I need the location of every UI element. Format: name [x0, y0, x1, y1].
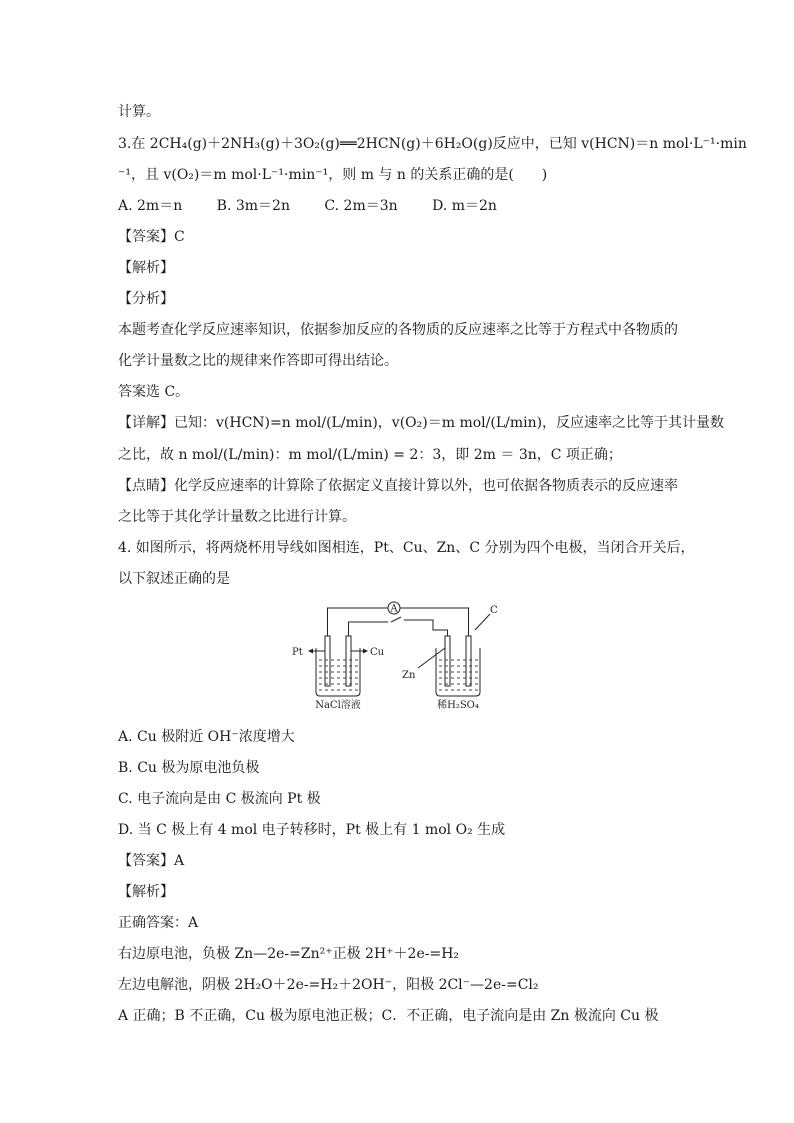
- electrochemical-cell-diagram: [288, 600, 520, 712]
- q3-stem-line-1: 3.在 2CH₄(g)＋2NH₃(g)＋3O₂(g)══2HCN(g)＋6H₂O(g)反应中，已知 v(HCN)＝n mol·L⁻¹·min: [118, 136, 747, 152]
- q3-options: [118, 196, 527, 216]
- left-solution-label: NaCl溶液: [315, 700, 361, 711]
- q3-detail-line-2: 之比，故 n mol/(L/min)：m mol/(L/min) = 2：3，即 2m ＝ 3n，C 项正确；: [118, 447, 622, 463]
- q3-answer: 【答案】C: [118, 229, 185, 245]
- right-solution-label: 稀H₂SO₄: [437, 700, 479, 711]
- q3-option-b: B. 3m＝2n: [216, 198, 290, 214]
- q4-right-cell-reactions: 右边原电池，负极 Zn—2e-=Zn²⁺正极 2H⁺＋2e-=H₂: [118, 946, 460, 962]
- q4-analysis-heading: 【解析】: [118, 884, 174, 900]
- q4-stem-line-2: 以下叙述正确的是: [118, 571, 230, 587]
- c-label: C: [490, 605, 498, 616]
- q3-tip-line-1: 【点睛】化学反应速率的计算除了依据定义直接计算以外，也可依据各物质表示的反应速率: [118, 478, 678, 494]
- q4-correct-answer: 正确答案：A: [118, 915, 199, 931]
- q4-option-a: A. Cu 极附近 OH⁻浓度增大: [118, 729, 295, 745]
- q3-tail: 计算。: [118, 104, 160, 120]
- q4-stem-line-1: 4. 如图所示，将两烧杯用导线如图相连，Pt、Cu、Zn、C 分别为四个电极，当闭合开关后，: [118, 540, 695, 556]
- q3-stem-line-2: ⁻¹，且 v(O₂)＝m mol·L⁻¹·min⁻¹，则 m 与 n 的关系正确的是( ): [118, 167, 548, 183]
- q3-fenxi-line-1: 本题考查化学反应速率知识，依据参加反应的各物质的反应速率之比等于方程式中各物质的: [118, 322, 678, 338]
- q3-option-a: A. 2m＝n: [118, 198, 183, 214]
- q4-judgement: A 正确；B 不正确，Cu 极为原电池正极；C．不正确，电子流向是由 Zn 极流向 Cu 极: [118, 1008, 659, 1024]
- switch: [391, 617, 401, 622]
- q3-detail-line-1: 【详解】已知：v(HCN)=n mol/(L/min)，v(O₂)＝m mol/(L/min)，反应速率之比等于其计量数: [118, 415, 725, 431]
- q3-analysis-heading: 【解析】: [118, 260, 174, 276]
- q3-choice: 答案选 C。: [118, 384, 190, 400]
- q3-option-c: C. 2m＝3n: [324, 198, 398, 214]
- q3-tip-line-2: 之比等于其化学计量数之比进行计算。: [118, 509, 356, 525]
- q3-fenxi-line-2: 化学计量数之比的规律来作答即可得出结论。: [118, 353, 398, 369]
- cu-label: Cu: [370, 647, 385, 658]
- q4-answer: 【答案】A: [118, 853, 185, 869]
- q4-option-c: C. 电子流向是由 C 极流向 Pt 极: [118, 791, 321, 807]
- pt-label: Pt: [292, 647, 303, 658]
- zn-label: Zn: [402, 670, 416, 681]
- q4-option-d: D. 当 C 极上有 4 mol 电子转移时，Pt 极上有 1 mol O₂ 生成: [118, 822, 506, 838]
- q4-left-cell-reactions: 左边电解池，阴极 2H₂O＋2e-=H₂＋2OH⁻，阳极 2Cl⁻—2e-=Cl₂: [118, 977, 539, 993]
- ammeter-label: A: [390, 603, 398, 615]
- q3-fenxi-heading: 【分析】: [118, 291, 174, 307]
- inner-wire: [349, 620, 448, 636]
- q4-option-b: B. Cu 极为原电池负极: [118, 760, 260, 776]
- q3-option-d: D. m＝2n: [432, 198, 497, 214]
